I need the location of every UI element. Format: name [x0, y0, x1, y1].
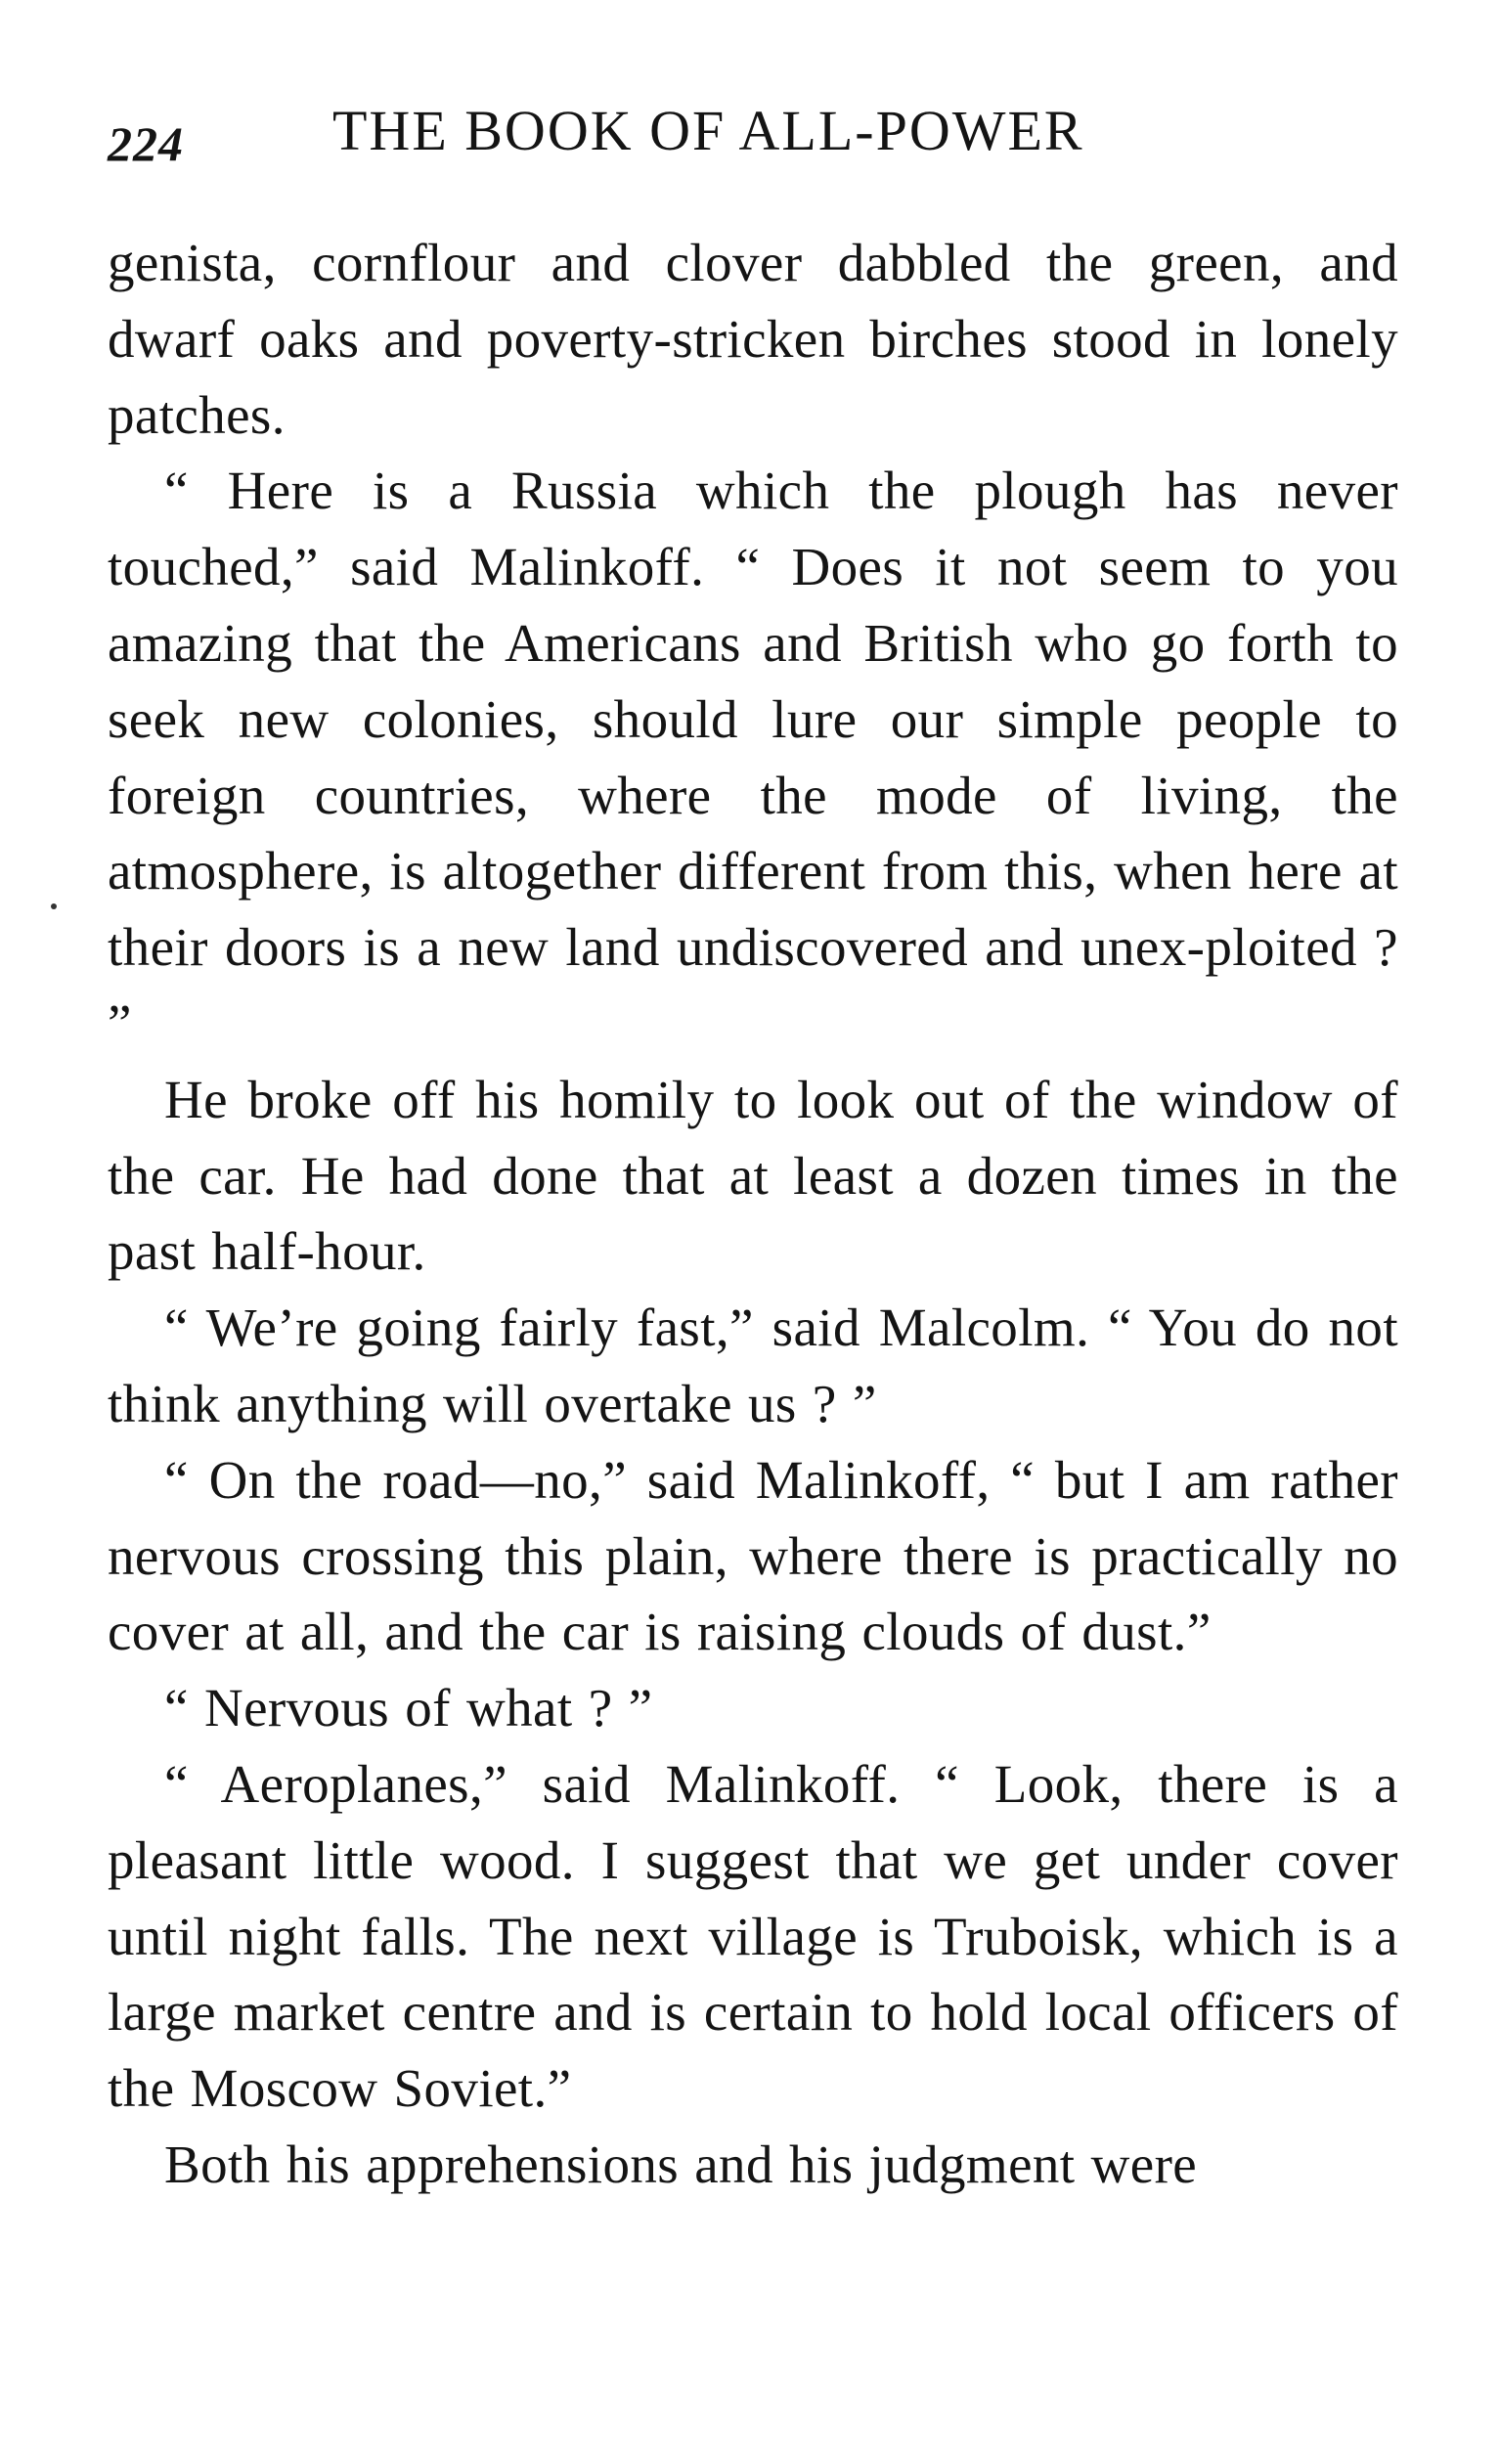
margin-speck — [51, 903, 57, 909]
paragraph: genista, cornflour and clover dabbled the green, and dwarf oaks and poverty-stricken birches stood in lonely patches. — [108, 233, 1398, 445]
paragraph: “ We’re going fairly fast,” said Malcolm. “ You do not think anything will overtake us ? ” — [108, 1298, 1398, 1433]
paragraph: “ On the road—no,” said Malinkoff, “ but I am rather nervous crossing this plain, where there is practically no cover at all, and the car is raising clouds of dust.” — [108, 1449, 1398, 1662]
book-page — [108, 98, 1398, 2425]
book-title: THE BOOK OF ALL-POWER — [332, 99, 1084, 162]
body-text — [108, 225, 1398, 2203]
paragraph: Both his apprehensions and his judgment were — [164, 2134, 1198, 2194]
paragraph: “ Aeroplanes,” said Malinkoff. “ Look, there is a pleasant little wood. I suggest that we get under cover until night falls. The next village is Truboisk, which is a large market centre and is certain to hold local officers of the Moscow Soviet.” — [108, 1753, 1398, 2119]
paragraph: “ Nervous of what ? ” — [164, 1678, 653, 1738]
running-head — [108, 98, 1398, 186]
paragraph: He broke off his homily to look out of the window of the car. He had done that at least a dozen times in the past half-hour. — [108, 1069, 1398, 1282]
page-number: 224 — [108, 116, 184, 171]
paragraph: “ Here is a Russia which the plough has never touched,” said Malinkoff. “ Does it not seem to you amazing that the Americans and British who go forth to seek new colonies, should lure our simple people to foreign countries, where the mode of living, the atmosphere, is altogether different from this, when here at their doors is a new land undiscovered and unex-ploited ? ” — [108, 461, 1398, 1053]
